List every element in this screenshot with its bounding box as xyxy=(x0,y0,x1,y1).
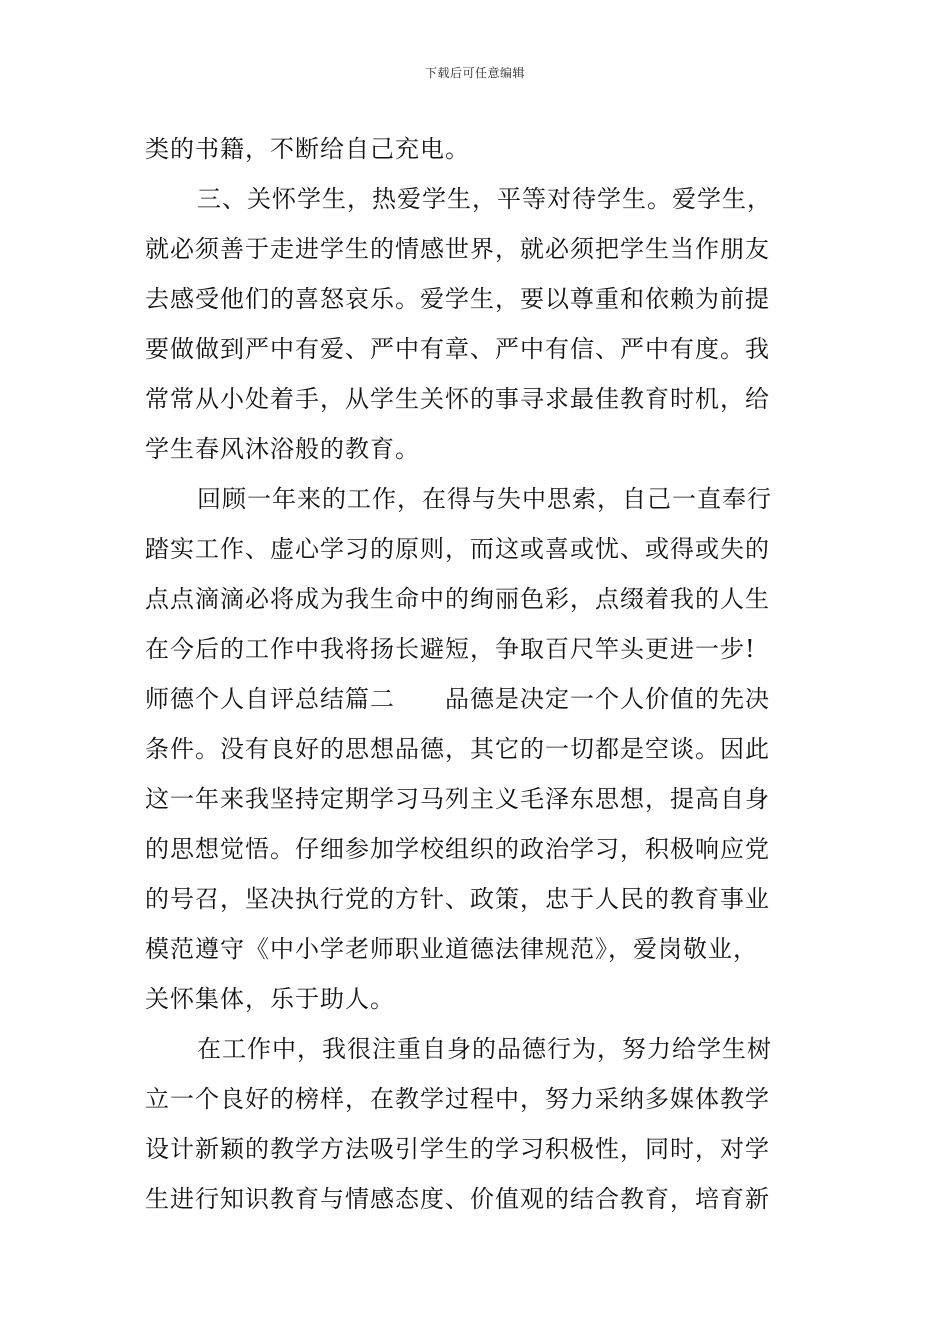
text-line: 立一个良好的榜样，在教学过程中，努力采纳多媒体教学 xyxy=(145,1085,770,1113)
text-line: 学生春风沐浴般的教育。 xyxy=(145,435,420,463)
text-line: 踏实工作、虚心学习的原则，而这或喜或忧、或得或失的 xyxy=(145,535,770,563)
text-line: 在今后的工作中我将扬长避短，争取百尺竿头更进一步! xyxy=(145,635,756,663)
text-line: 类的书籍，不断给自己充电。 xyxy=(145,135,470,163)
text-line: 关怀集体，乐于助人。 xyxy=(145,985,395,1013)
text-line: 生进行知识教育与情感态度、价值观的结合教育，培育新 xyxy=(145,1185,770,1213)
text-line: 回顾一年来的工作，在得与失中思索，自己一直奉行 xyxy=(197,485,772,513)
text-line: 设计新颖的教学方法吸引学生的学习积极性，同时，对学 xyxy=(145,1135,770,1163)
text-line: 的号召，坚决执行党的方针、政策，忠于人民的教育事业 xyxy=(145,885,770,913)
text-line: 就必须善于走进学生的情感世界，就必须把学生当作朋友 xyxy=(145,235,770,263)
document-body xyxy=(145,124,809,1224)
text-line: 去感受他们的喜怒哀乐。爱学生，要以尊重和依赖为前提 xyxy=(145,285,770,313)
text-line: 的思想觉悟。仔细参加学校组织的政治学习，积极响应党 xyxy=(145,835,770,863)
text-line: 模范遵守《中小学老师职业道德法律规范》，爱岗敬业， xyxy=(145,935,758,963)
text-line: 在工作中，我很注重自身的品德行为，努力给学生树 xyxy=(197,1035,772,1063)
page-header: 下载后可任意编辑 xyxy=(424,66,525,80)
section-heading-line: 师德个人自评总结篇二 品德是决定一个人价值的先决 xyxy=(145,685,770,713)
text-line: 三、关怀学生，热爱学生，平等对待学生。爱学生， xyxy=(197,185,772,213)
text-line: 点点滴滴必将成为我生命中的绚丽色彩，点缀着我的人生 xyxy=(145,585,770,613)
text-line: 要做做到严中有爱、严中有章、严中有信、严中有度。我 xyxy=(145,335,770,363)
text-line: 常常从小处着手，从学生关怀的事寻求最佳教育时机，给 xyxy=(145,385,770,413)
text-line: 条件。没有良好的思想品德，其它的一切都是空谈。因此 xyxy=(145,735,770,763)
text-line: 这一年来我坚持定期学习马列主义毛泽东思想，提高自身 xyxy=(145,785,770,813)
